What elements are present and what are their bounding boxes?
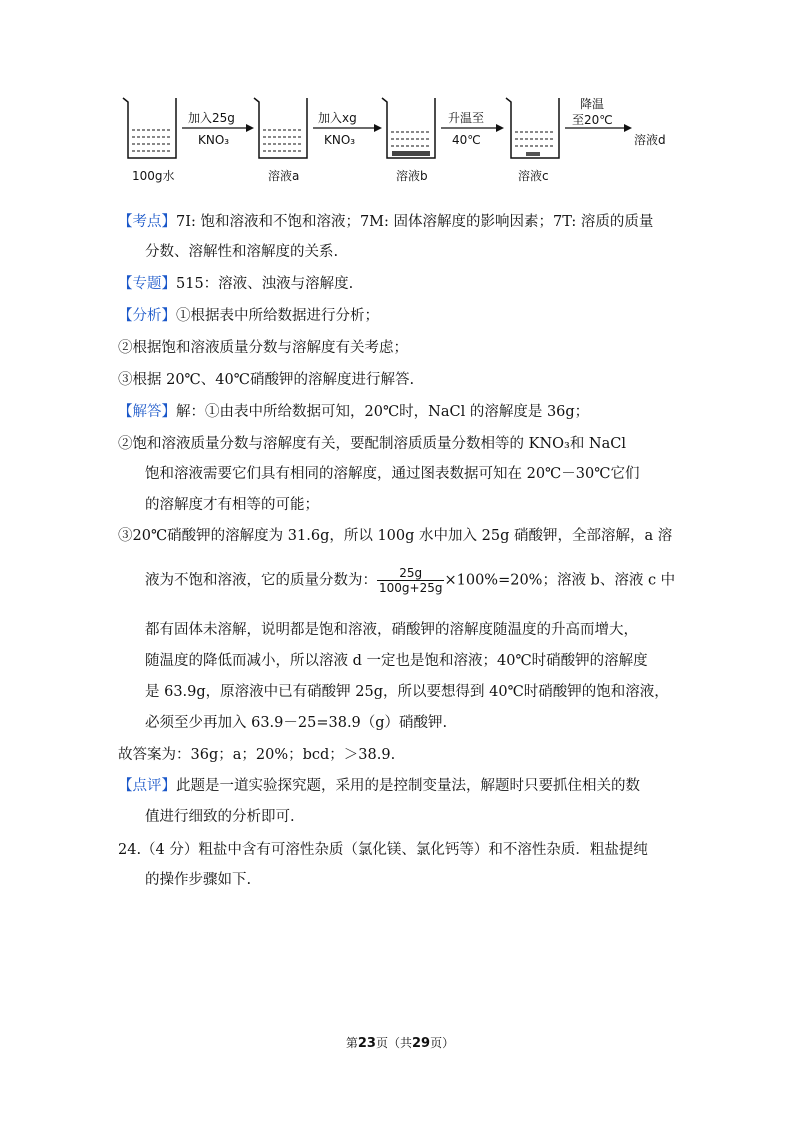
fraction-numerator: 25g [377,566,444,581]
arrow-2 [313,124,382,132]
question-24-line-2: 的操作步骤如下. [145,872,252,888]
jieda-line-9: 是 63.9g，原溶液中已有硝酸钾 25g，所以要想得到 40℃时硝酸钾的饱和溶液， [145,684,669,700]
jieda-line-2: ②饱和溶液质量分数与溶解度有关，要配制溶质质量分数相等的 KNO₃和 NaCl [118,436,627,452]
arrow-3-bottom: 40℃ [452,133,481,147]
footer-pre: 第 [345,1036,358,1050]
jieda-line-6-post: ×100%=20%；溶液 b、溶液 c 中 [444,572,676,589]
page-footer [0,1034,800,1051]
mass-fraction [377,566,444,595]
experiment-diagram [118,92,678,192]
jieda-text-1: 解：①由表中所给数据可知，20℃时，NaCl 的溶解度是 36g； [176,404,590,420]
arrow-2-bottom: KNO₃ [324,133,356,147]
footer-mid: 页（共 [375,1036,412,1050]
kaodian-line-1 [118,210,653,231]
zhuanti-text: 515：溶液、浊液与溶解度. [176,276,354,292]
footer-page-number: 23 [357,1036,376,1051]
fenxi-line-1 [118,304,379,325]
beaker-1 [254,98,307,158]
kaodian-text-1: 7I: 饱和溶液和不饱和溶液；7M: 固体溶解度的影响因素；7T: 溶质的质量 [176,214,654,230]
arrow-1-bottom: KNO₃ [198,133,230,147]
jieda-line-5: ③20℃硝酸钾的溶解度为 31.6g，所以 100g 水中加入 25g 硝酸钾，全部溶解，a 溶 [118,528,673,544]
beaker-0 [123,98,176,158]
footer-post: 页） [430,1036,455,1050]
arrow-2-top: 加入xg [318,111,357,125]
jieda-line-7: 都有固体未溶解，说明都是饱和溶液，硝酸钾的溶解度随温度的升高而增大， [145,622,638,638]
beaker-2 [382,98,435,158]
beaker-1-label: 溶液a [268,169,300,183]
arrow-1-top: 加入25g [188,111,235,125]
jieda-line-4: 的溶解度才有相等的可能； [145,497,319,513]
arrow-4-top: 降温 [580,97,605,111]
jieda-line-3: 饱和溶液需要它们具有相同的溶解度，通过图表数据可知在 20℃－30℃它们 [145,466,640,482]
jieda-line-8: 随温度的降低而减小，所以溶液 d 一定也是饱和溶液；40℃时硝酸钾的溶解度 [145,653,648,669]
kaodian-tag: 【考点】 [118,214,176,230]
beaker-3 [506,98,559,158]
fenxi-tag: 【分析】 [118,308,176,324]
dianping-tag: 【点评】 [118,778,176,794]
answer-line: 故答案为：36g；a；20%；bcd；＞38.9. [118,747,396,763]
jieda-line-6 [145,566,675,595]
jieda-tag: 【解答】 [118,404,176,420]
jieda-line-6-pre: 液为不饱和溶液，它的质量分数为： [145,572,377,589]
kaodian-line-2: 分数、溶解性和溶解度的关系. [145,244,339,260]
beaker-flow-diagram [118,92,678,192]
jieda-line-10: 必须至少再加入 63.9－25=38.9（g）硝酸钾. [145,715,448,731]
fraction-denominator: 100g+25g [379,581,443,595]
beaker-0-label: 100g水 [132,169,175,183]
question-24-line-1: 24.（4 分）粗盐中含有可溶性杂质（氯化镁、氯化钙等）和不溶性杂质．粗盐提纯 [118,842,648,858]
arrow-1 [182,124,254,132]
fenxi-line-2: ②根据饱和溶液质量分数与溶解度有关考虑； [118,340,408,356]
beaker-3-label: 溶液c [518,169,549,183]
arrow-3-top: 升温至 [448,111,485,125]
footer-total-pages: 29 [412,1036,431,1051]
final-solution-label: 溶液d [634,133,666,147]
zhuanti-tag: 【专题】 [118,276,176,292]
fenxi-text-1: ①根据表中所给数据进行分析； [176,308,379,324]
zhuanti-line [118,272,353,293]
dianping-line-2: 值进行细致的分析即可. [145,809,295,825]
dianping-text-1: 此题是一道实验探究题，采用的是控制变量法，解题时只要抓住相关的数 [176,778,640,794]
arrow-3 [441,124,504,132]
fenxi-line-3: ③根据 20℃、40℃硝酸钾的溶解度进行解答. [118,372,415,388]
arrow-4-bottom: 至20℃ [572,113,613,127]
jieda-line-1 [118,400,589,421]
beaker-2-label: 溶液b [396,169,428,183]
dianping-line-1 [118,774,640,795]
